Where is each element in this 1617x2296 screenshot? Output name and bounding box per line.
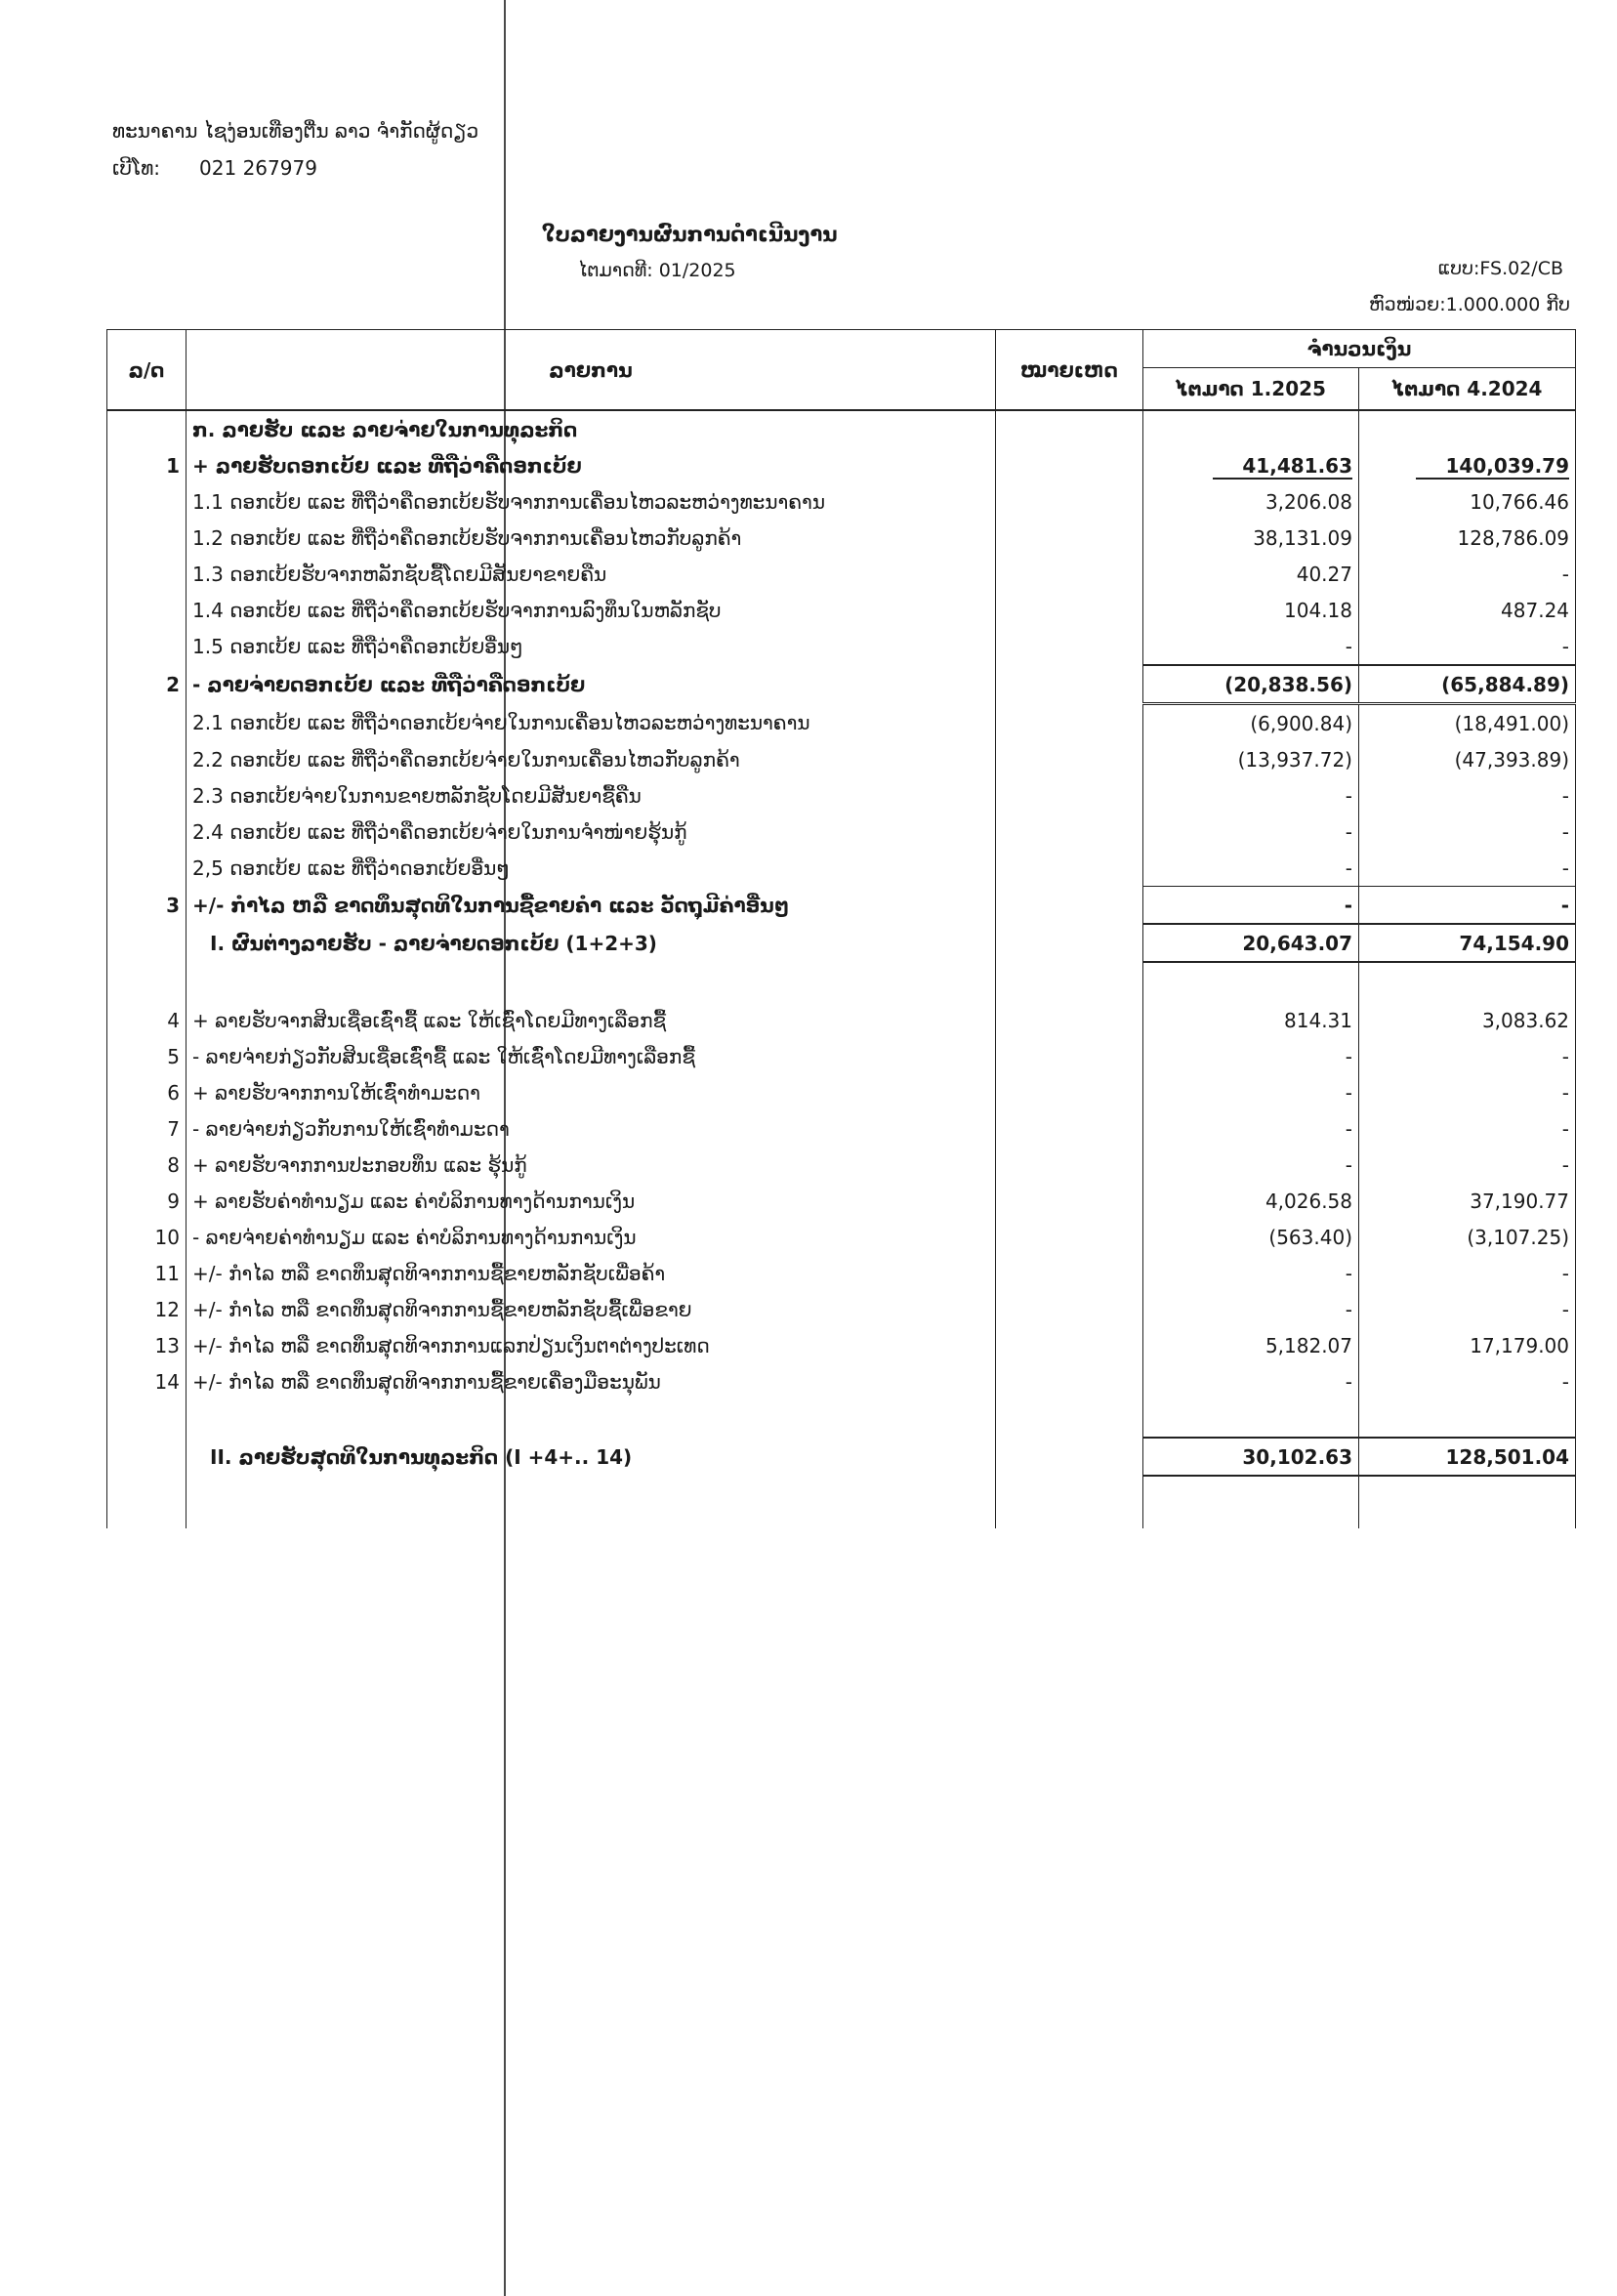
- row-item: 2.4 ດອກເບ້ຍ ແລະ ທີ່ຖືວ່າຄືດອກເບ້ຍຈ່າຍໃນການຈຳໜ່າຍຮຸ້ນກູ້: [187, 814, 996, 850]
- subtotal-row: [107, 924, 1576, 962]
- table-row: [107, 1183, 1576, 1219]
- row-value-1: -: [1143, 1363, 1359, 1399]
- row-no: 4: [107, 1002, 187, 1038]
- row-value-2: 74,154.90: [1359, 924, 1576, 962]
- row-item: 2.2 ດອກເບ້ຍ ແລະ ທີ່ຖືວ່າຄືດອກເບ້ຍຈ່າຍໃນການເຄື່ອນໄຫວກັບລູກຄ້າ: [187, 741, 996, 777]
- row-no: 6: [107, 1074, 187, 1110]
- row-value-1: (13,937.72): [1143, 741, 1359, 777]
- row-value-2: (47,393.89): [1359, 741, 1576, 777]
- row-item: - ລາຍຈ່າຍດອກເບ້ຍ ແລະ ທີ່ຖືວ່າຄືດອກເບ້ຍ: [187, 665, 996, 704]
- row-item: 1.5 ດອກເບ້ຍ ແລະ ທີ່ຖືວ່າຄືດອກເບ້ຍອື່ນໆ: [187, 628, 996, 665]
- row-no: 9: [107, 1183, 187, 1219]
- row-value-2: (18,491.00): [1359, 704, 1576, 742]
- row-item: + ລາຍຮັບຈາກການປະກອບທຶນ ແລະ ຮຸ້ນກູ້: [187, 1147, 996, 1183]
- header-amount: ຈຳນວນເງິນ: [1143, 330, 1576, 368]
- row-item: - ລາຍຈ່າຍກ່ຽວກັບສິນເຊື່ອເຊົ່າຊື້ ແລະ ໃຫ້ເຊົ່າໂດຍມີທາງເລືອກຊື້: [187, 1038, 996, 1074]
- row-value-2: -: [1359, 850, 1576, 887]
- row-value-1: 41,481.63: [1143, 447, 1359, 483]
- table-row: [107, 447, 1576, 483]
- row-item: - ລາຍຈ່າຍຄ່າທຳນຽມ ແລະ ຄ່າບໍລິການທາງດ້ານການເງິນ: [187, 1219, 996, 1255]
- table-row: [107, 850, 1576, 887]
- bank-name: ທະນາຄານ ໄຊງ່ອນເທືອງຕື່ນ ລາວ ຈຳກັດຜູ້ດຽວ: [112, 119, 479, 143]
- table-row: [107, 1002, 1576, 1038]
- spacer-row: [107, 962, 1576, 1002]
- row-value-2: 140,039.79: [1359, 447, 1576, 483]
- row-value-1: -: [1143, 1038, 1359, 1074]
- table-row: [107, 1147, 1576, 1183]
- report-period: ໄຕມາດທີ: 01/2025: [578, 260, 736, 281]
- header-period-1: ໄຕມາດ 1.2025: [1143, 368, 1359, 411]
- row-no: 11: [107, 1255, 187, 1291]
- table-row: [107, 814, 1576, 850]
- row-value-1: 3,206.08: [1143, 483, 1359, 520]
- row-no: 14: [107, 1363, 187, 1399]
- row-value-1: -: [1143, 814, 1359, 850]
- row-value-2: -: [1359, 1074, 1576, 1110]
- section-title: ກ. ລາຍຮັບ ແລະ ລາຍຈ່າຍໃນການທຸລະກິດ: [187, 410, 996, 447]
- spacer-row: [107, 1476, 1576, 1489]
- row-item: +/- ກຳໄລ ຫລື ຂາດທຶນສຸດທິຈາກການຊື້ຂາຍຫລັກຊັບຊື້ເພື່ອຂາຍ: [187, 1291, 996, 1327]
- table-row: [107, 1363, 1576, 1399]
- row-value-2: 37,190.77: [1359, 1183, 1576, 1219]
- header-period-2: ໄຕມາດ 4.2024: [1359, 368, 1576, 411]
- table-row: [107, 592, 1576, 628]
- row-value-2: -: [1359, 1363, 1576, 1399]
- row-value-1: (6,900.84): [1143, 704, 1359, 742]
- table-row: [107, 1291, 1576, 1327]
- row-value-2: 10,766.46: [1359, 483, 1576, 520]
- phone-number: 021 267979: [199, 156, 317, 180]
- row-item: 2,5 ດອກເບ້ຍ ແລະ ທີ່ຖືວ່າດອກເບ້ຍອື່ນໆ: [187, 850, 996, 887]
- row-value-1: (563.40): [1143, 1219, 1359, 1255]
- row-value-2: -: [1359, 814, 1576, 850]
- row-value-2: 487.24: [1359, 592, 1576, 628]
- row-value-2: -: [1359, 1291, 1576, 1327]
- table-row: [107, 483, 1576, 520]
- row-value-2: (3,107.25): [1359, 1219, 1576, 1255]
- row-no: [107, 814, 187, 850]
- income-statement-table: [106, 329, 1576, 1528]
- table-row: [107, 1074, 1576, 1110]
- table-row: [107, 704, 1576, 742]
- row-no: 1: [107, 447, 187, 483]
- row-item: +/- ກຳໄລ ຫລື ຂາດທຶນສຸດທິໃນການຊື້ຂາຍຄຳ ແລະ ວັດຖຸມີຄ່າອື່ນໆ: [187, 887, 996, 925]
- table-row: [107, 777, 1576, 814]
- row-no: [107, 520, 187, 556]
- row-value-1: 4,026.58: [1143, 1183, 1359, 1219]
- row-no: [107, 628, 187, 665]
- row-value-2: 3,083.62: [1359, 1002, 1576, 1038]
- row-no: [107, 704, 187, 742]
- row-value-2: -: [1359, 556, 1576, 592]
- row-no: 13: [107, 1327, 187, 1363]
- table-row: [107, 741, 1576, 777]
- row-item: 2.1 ດອກເບ້ຍ ແລະ ທີ່ຖືວ່າດອກເບ້ຍຈ່າຍໃນການເຄື່ອນໄຫວລະຫວ່າງທະນາຄານ: [187, 704, 996, 742]
- row-value-1: 5,182.07: [1143, 1327, 1359, 1363]
- row-no: [107, 483, 187, 520]
- phone-line: [112, 156, 317, 180]
- row-item: 1.3 ດອກເບ້ຍຮັບຈາກຫລັກຊັບຊື້ໂດຍມີສັນຍາຂາຍຄືນ: [187, 556, 996, 592]
- form-code: ແບບ:FS.02/CB: [1437, 258, 1563, 279]
- row-value-1: -: [1143, 850, 1359, 887]
- table-row: [107, 628, 1576, 665]
- table-row: [107, 1110, 1576, 1147]
- row-no: 5: [107, 1038, 187, 1074]
- currency-unit: ຫົວໜ່ວຍ:1.000.000 ກີບ: [1369, 294, 1570, 315]
- row-item: + ລາຍຮັບຈາກການໃຫ້ເຊົ່າທຳມະດາ: [187, 1074, 996, 1110]
- header-no: ລ/ດ: [107, 330, 187, 411]
- row-value-1: (20,838.56): [1143, 665, 1359, 704]
- row-value-1: 38,131.09: [1143, 520, 1359, 556]
- row-value-2: -: [1359, 628, 1576, 665]
- row-value-1: -: [1143, 1110, 1359, 1147]
- row-no: [107, 741, 187, 777]
- row-value-2: -: [1359, 887, 1576, 925]
- row-value-2: 128,786.09: [1359, 520, 1576, 556]
- row-value-1: 30,102.63: [1143, 1438, 1359, 1476]
- row-item: + ລາຍຮັບຈາກສິນເຊື່ອເຊົ່າຊື້ ແລະ ໃຫ້ເຊົ່າໂດຍມີທາງເລືອກຊື້: [187, 1002, 996, 1038]
- row-item: + ລາຍຮັບຄ່າທຳນຽມ ແລະ ຄ່າບໍລິການທາງດ້ານການເງິນ: [187, 1183, 996, 1219]
- row-value-2: 17,179.00: [1359, 1327, 1576, 1363]
- row-value-1: -: [1143, 1291, 1359, 1327]
- table-row: [107, 1219, 1576, 1255]
- table-row: [107, 665, 1576, 704]
- row-no: [107, 924, 187, 962]
- row-item: +/- ກຳໄລ ຫລື ຂາດທຶນສຸດທິຈາກການແລກປ່ຽນເງິນຕາຕ່າງປະເທດ: [187, 1327, 996, 1363]
- row-no: [107, 777, 187, 814]
- row-value-2: 128,501.04: [1359, 1438, 1576, 1476]
- row-value-2: -: [1359, 1147, 1576, 1183]
- row-value-2: -: [1359, 1038, 1576, 1074]
- row-value-2: -: [1359, 1110, 1576, 1147]
- row-item: + ລາຍຮັບດອກເບ້ຍ ແລະ ທີ່ຖືວ່າຄືດອກເບ້ຍ: [187, 447, 996, 483]
- row-value-1: 104.18: [1143, 592, 1359, 628]
- spacer-row: [107, 1489, 1576, 1528]
- row-no: [107, 850, 187, 887]
- row-no: [107, 1438, 187, 1476]
- row-value-1: -: [1143, 887, 1359, 925]
- header-item: ລາຍການ: [187, 330, 996, 411]
- phone-label: ເບີໂທ:: [112, 156, 161, 180]
- row-item: I. ຜົນຕ່າງລາຍຮັບ - ລາຍຈ່າຍດອກເບ້ຍ (1+2+3): [187, 924, 996, 962]
- row-item: 2.3 ດອກເບ້ຍຈ່າຍໃນການຂາຍຫລັກຊັບໂດຍມີສັນຍາຊື້ຄືນ: [187, 777, 996, 814]
- row-value-1: 20,643.07: [1143, 924, 1359, 962]
- row-no: [107, 592, 187, 628]
- table-row: [107, 556, 1576, 592]
- row-value-2: (65,884.89): [1359, 665, 1576, 704]
- row-value-1: -: [1143, 628, 1359, 665]
- spacer-row: [107, 1399, 1576, 1438]
- row-item: II. ລາຍຮັບສຸດທິໃນການທຸລະກິດ (I +4+.. 14): [187, 1438, 996, 1476]
- table-row: [107, 1327, 1576, 1363]
- row-item: 1.2 ດອກເບ້ຍ ແລະ ທີ່ຖືວ່າຄືດອກເບ້ຍຮັບຈາກການເຄື່ອນໄຫວກັບລູກຄ້າ: [187, 520, 996, 556]
- row-item: +/- ກຳໄລ ຫລື ຂາດທຶນສຸດທິຈາກການຊື້ຂາຍເຄື່ອງມືອະນຸພັນ: [187, 1363, 996, 1399]
- row-no: 3: [107, 887, 187, 925]
- row-item: +/- ກຳໄລ ຫລື ຂາດທຶນສຸດທິຈາກການຊື້ຂາຍຫລັກຊັບເພື່ອຄ້າ: [187, 1255, 996, 1291]
- row-value-1: 814.31: [1143, 1002, 1359, 1038]
- row-value-2: -: [1359, 777, 1576, 814]
- table-row: [107, 1038, 1576, 1074]
- header-note: ໝາຍເຫດ: [996, 330, 1143, 411]
- row-no: 10: [107, 1219, 187, 1255]
- row-no: 12: [107, 1291, 187, 1327]
- row-no: 8: [107, 1147, 187, 1183]
- row-value-1: -: [1143, 1255, 1359, 1291]
- table-row: [107, 520, 1576, 556]
- row-no: 2: [107, 665, 187, 704]
- row-item: 1.1 ດອກເບ້ຍ ແລະ ທີ່ຖືວ່າຄືດອກເບ້ຍຮັບຈາກການເຄື່ອນໄຫວລະຫວ່າງທະນາຄານ: [187, 483, 996, 520]
- report-title: ໃບລາຍງານຜົນການດຳເນີນງານ: [542, 223, 838, 246]
- row-no: [107, 556, 187, 592]
- section-row: [107, 410, 1576, 447]
- row-value-1: 40.27: [1143, 556, 1359, 592]
- total-row: [107, 1438, 1576, 1476]
- row-item: 1.4 ດອກເບ້ຍ ແລະ ທີ່ຖືວ່າຄືດອກເບ້ຍຮັບຈາກການລົງທຶນໃນຫລັກຊັບ: [187, 592, 996, 628]
- row-value-1: -: [1143, 1074, 1359, 1110]
- row-item: - ລາຍຈ່າຍກ່ຽວກັບການໃຫ້ເຊົ່າທຳມະດາ: [187, 1110, 996, 1147]
- row-value-1: -: [1143, 1147, 1359, 1183]
- table-row: [107, 1255, 1576, 1291]
- row-value-2: -: [1359, 1255, 1576, 1291]
- table-row: [107, 887, 1576, 925]
- row-no: 7: [107, 1110, 187, 1147]
- row-value-1: -: [1143, 777, 1359, 814]
